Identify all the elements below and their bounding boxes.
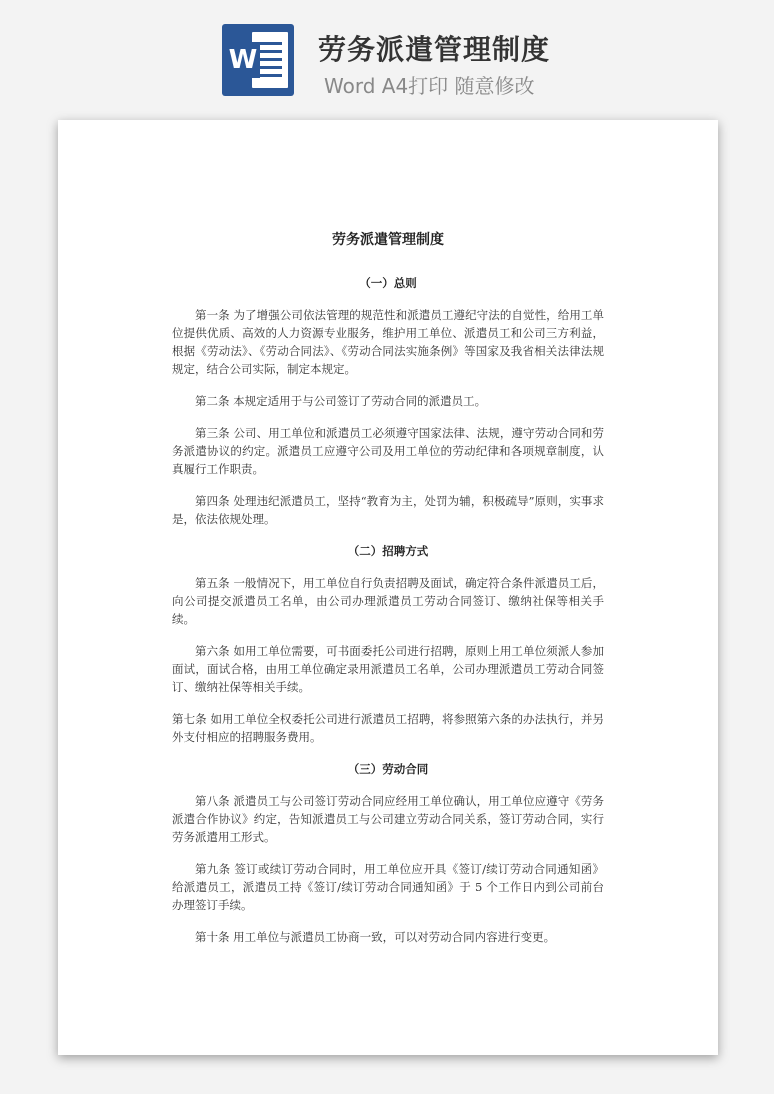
article-1: 第一条 为了增强公司依法管理的规范性和派遣员工遵纪守法的自觉性，给用工单位提供优质、高效的人力资源专业服务，维护用工单位、派遣员工和公司三方利益，根据《劳动法》、《劳动合同法》、《劳动合同法实施条例》等国家及我省相关法律法规规定，结合公司实际，制定本规定。 [172,308,604,376]
article-8: 第八条 派遣员工与公司签订劳动合同应经用工单位确认，用工单位应遵守《劳务派遣合作协议》约定，告知派遣员工与公司建立劳动合同关系，签订劳动合同，实行劳务派遣用工形式。 [172,794,604,844]
header-subtitle: Word A4打印 随意修改 [324,74,535,98]
header-title: 劳务派遣管理制度 [318,33,551,66]
article-3: 第三条 公司、用工单位和派遣员工必须遵守国家法律、法规，遵守劳动合同和劳务派遣协议的约定。派遣员工应遵守公司及用工单位的劳动纪律和各项规章制度，认真履行工作职责。 [172,426,604,476]
article-2: 第二条 本规定适用于与公司签订了劳动合同的派遣员工。 [195,394,487,408]
article-9: 第九条 签订或续订劳动合同时，用工单位应开具《签订/续订劳动合同通知函》给派遣员工，派遣员工持《签订/续订劳动合同通知函》于 5 个工作日内到公司前台办理签订手续。 [172,862,604,912]
word-icon-letter: W [226,42,260,78]
article-7: 第七条 如用工单位全权委托公司进行派遣员工招聘，将参照第六条的办法执行，并另外支付相应的招聘服务费用。 [172,712,604,744]
word-doc-icon [222,24,294,96]
article-4: 第四条 处理违纪派遣员工，坚持“教育为主，处罚为辅，积极疏导”原则，实事求是，依法依规处理。 [172,494,604,526]
document-page [58,120,718,1055]
section-heading: （一）总则 [359,276,417,290]
header [0,0,774,110]
section-heading: （三）劳动合同 [347,762,429,776]
document-title: 劳务派遣管理制度 [332,232,444,248]
document-body [172,230,604,960]
section-heading: （二）招聘方式 [347,544,429,558]
article-5: 第五条 一般情况下，用工单位自行负责招聘及面试，确定符合条件派遣员工后，向公司提交派遣员工名单，由公司办理派遣员工劳动合同签订、缴纳社保等相关手续。 [172,576,604,626]
article-6: 第六条 如用工单位需要，可书面委托公司进行招聘，原则上用工单位须派人参加面试，面试合格，由用工单位确定录用派遣员工名单，公司办理派遣员工劳动合同签订、缴纳社保等相关手续。 [172,644,604,694]
article-10: 第十条 用工单位与派遣员工协商一致，可以对劳动合同内容进行变更。 [195,930,556,944]
